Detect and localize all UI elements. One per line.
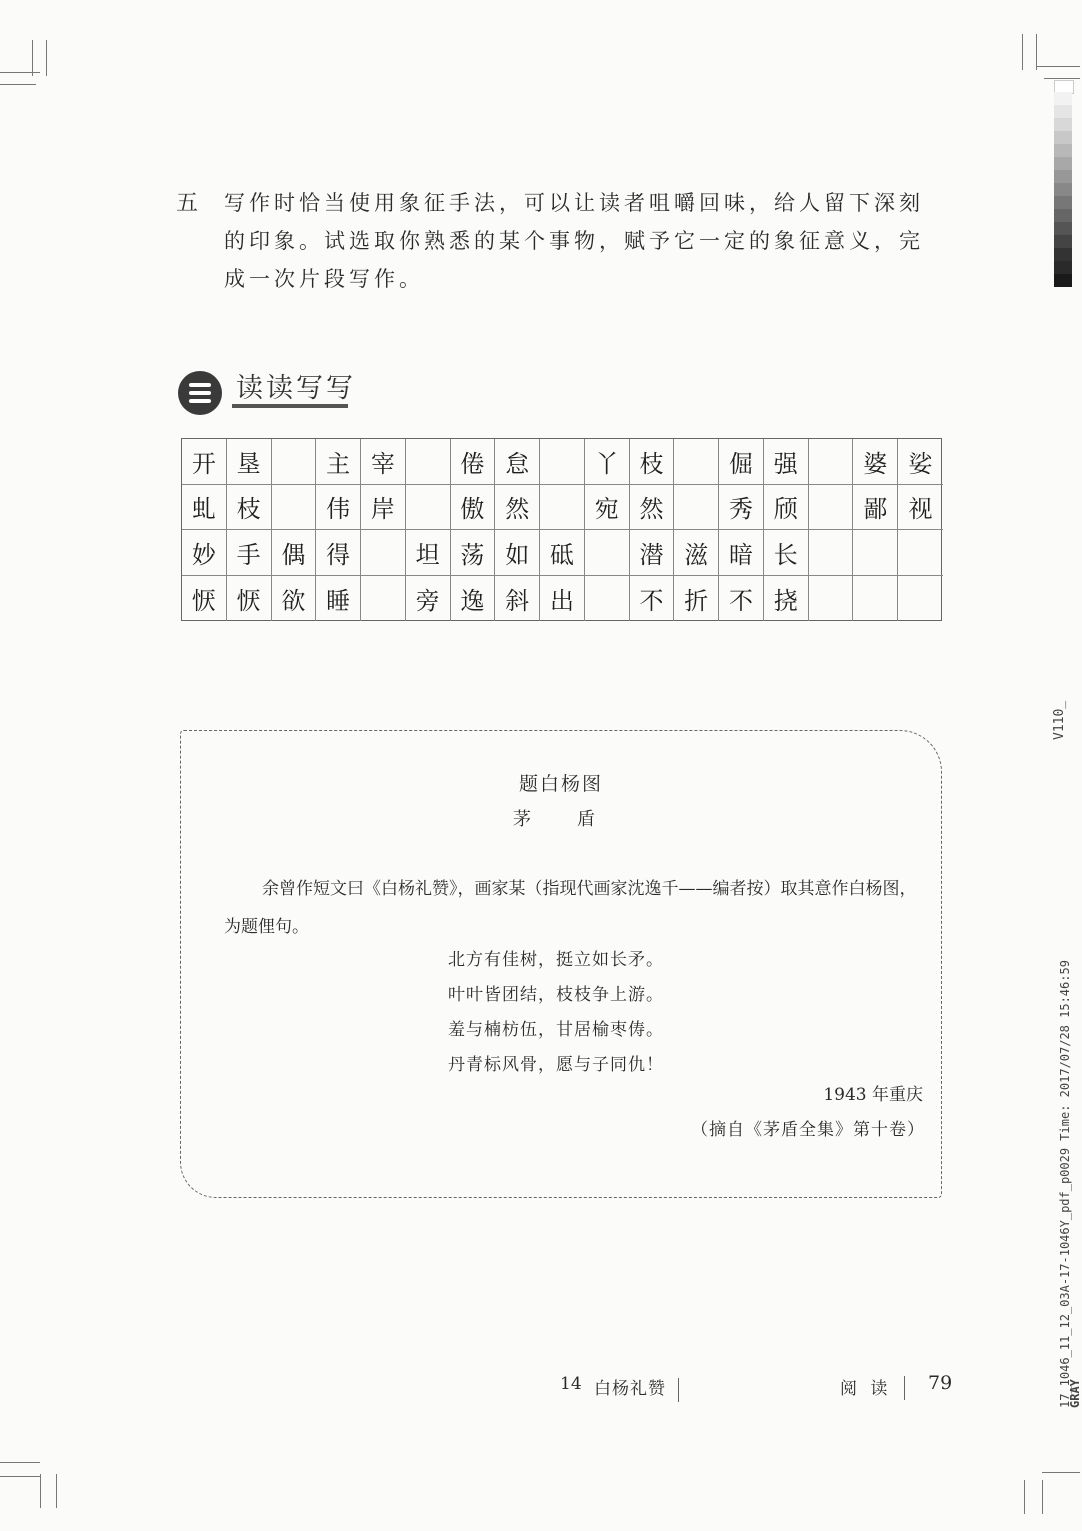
vocab-cell: 坦 <box>406 530 451 576</box>
vocab-cell: 欲 <box>272 576 317 622</box>
crop-mark <box>1036 66 1080 67</box>
vocab-cell: 不 <box>719 576 764 622</box>
footer-divider <box>678 1378 679 1402</box>
crop-mark <box>1044 78 1080 79</box>
vocab-cell <box>585 530 630 576</box>
poem-source: （摘自《茅盾全集》第十卷） <box>691 1120 925 1140</box>
crop-mark <box>1022 34 1023 70</box>
vocab-cell: 垦 <box>227 439 272 485</box>
vocab-cell: 如 <box>495 530 540 576</box>
crop-mark <box>1042 1480 1043 1514</box>
vocab-cell <box>809 530 854 576</box>
vocab-cell <box>361 576 406 622</box>
vocab-cell <box>272 485 317 531</box>
vocab-cell: 折 <box>674 576 719 622</box>
poem-line: 北方有佳树，挺立如长矛。 <box>448 950 664 970</box>
vocab-cell: 怠 <box>495 439 540 485</box>
vocab-cell: 伟 <box>316 485 361 531</box>
section-icon <box>178 371 222 415</box>
vocab-cell: 荡 <box>451 530 496 576</box>
vocab-cell: 逸 <box>451 576 496 622</box>
crop-mark <box>1042 1472 1080 1473</box>
crop-mark <box>0 1462 40 1463</box>
vocab-cell: 恹 <box>227 576 272 622</box>
vocab-cell: 睡 <box>316 576 361 622</box>
crop-mark <box>1036 34 1037 70</box>
vocab-cell: 恹 <box>182 576 227 622</box>
crop-mark <box>0 84 36 85</box>
crop-mark <box>46 40 47 76</box>
vocab-cell: 婆 <box>853 439 898 485</box>
exercise-text: 写作时恰当使用象征手法，可以让读者咀嚼回味，给人留下深刻的印象。试选取你熟悉的某个事物，赋予它一定的象征意义，完成一次片段写作。 <box>224 191 924 291</box>
vocab-cell <box>853 576 898 622</box>
vocab-cell: 倦 <box>451 439 496 485</box>
poem-author: 茅 盾 <box>513 809 609 830</box>
vocab-cell: 旁 <box>406 576 451 622</box>
vocab-cell: 倔 <box>719 439 764 485</box>
vocab-cell <box>809 576 854 622</box>
vocab-cell <box>406 485 451 531</box>
vocab-cell: 傲 <box>451 485 496 531</box>
footer-unit: 阅 读 <box>840 1379 892 1399</box>
vocab-cell: 强 <box>764 439 809 485</box>
poem-line: 羞与楠枋伍，甘居榆枣俦。 <box>448 1020 664 1040</box>
crop-mark <box>40 1474 41 1508</box>
vocab-cell: 秀 <box>719 485 764 531</box>
vocab-cell: 潜 <box>630 530 675 576</box>
footer-lesson-number: 14 <box>560 1374 582 1394</box>
vocab-cell: 出 <box>540 576 585 622</box>
vocab-cell <box>809 439 854 485</box>
vocab-cell: 斜 <box>495 576 540 622</box>
vocab-cell: 主 <box>316 439 361 485</box>
version-label: V110_ <box>1052 700 1067 740</box>
section-title: 读读写写 <box>236 373 356 404</box>
vocab-cell <box>540 485 585 531</box>
gray-label: GRAY <box>1068 1379 1082 1408</box>
vocab-cell: 暗 <box>719 530 764 576</box>
crop-mark <box>0 72 40 73</box>
vocab-cell: 宰 <box>361 439 406 485</box>
vocab-cell: 丫 <box>585 439 630 485</box>
vocab-cell: 得 <box>316 530 361 576</box>
exercise-number: 五 <box>176 191 199 216</box>
vocab-cell <box>853 530 898 576</box>
vocab-cell: 娑 <box>898 439 943 485</box>
vocab-cell <box>361 530 406 576</box>
vocab-cell: 枝 <box>630 439 675 485</box>
vocab-cell <box>674 485 719 531</box>
vocab-cell <box>585 576 630 622</box>
vocab-cell <box>898 576 943 622</box>
crop-mark <box>32 40 33 76</box>
vocab-cell: 宛 <box>585 485 630 531</box>
vocab-cell: 砥 <box>540 530 585 576</box>
vocab-cell: 长 <box>764 530 809 576</box>
vocab-cell: 视 <box>898 485 943 531</box>
vocab-cell: 开 <box>182 439 227 485</box>
vocab-cell: 枝 <box>227 485 272 531</box>
crop-mark <box>1024 1480 1025 1514</box>
section-title-underline <box>232 404 348 408</box>
page-number: 79 <box>928 1372 953 1394</box>
poem-line: 丹青标风骨，愿与子同仇！ <box>448 1055 664 1075</box>
vocab-cell: 滋 <box>674 530 719 576</box>
vocab-cell: 手 <box>227 530 272 576</box>
poem-date: 1943 年重庆 <box>823 1085 923 1105</box>
vocab-cell <box>272 439 317 485</box>
vocab-cell: 颀 <box>764 485 809 531</box>
crop-mark <box>56 1474 57 1508</box>
vocab-cell: 偶 <box>272 530 317 576</box>
vocab-cell: 妙 <box>182 530 227 576</box>
poem-preface: 余曾作短文曰《白杨礼赞》，画家某（指现代画家沈逸千——编者按）取其意作白杨图，为题俚句。 <box>224 879 917 937</box>
print-info: 17_1046_11_12_03A-17-1046Y_pdf_p0029 Time: 2017/07/28 15:46:59 <box>1058 960 1072 1408</box>
crop-mark <box>0 1476 40 1477</box>
vocab-cell <box>898 530 943 576</box>
poem-title: 题白杨图 <box>518 773 603 795</box>
vocab-cell <box>540 439 585 485</box>
footer-divider <box>904 1376 905 1400</box>
vocab-cell: 虬 <box>182 485 227 531</box>
footer-lesson-title: 白杨礼赞 <box>594 1379 666 1399</box>
vocab-cell <box>406 439 451 485</box>
poem-line: 叶叶皆团结，枝枝争上游。 <box>448 985 664 1005</box>
vocabulary-grid <box>181 438 942 621</box>
vocab-cell: 岸 <box>361 485 406 531</box>
vocab-cell: 然 <box>630 485 675 531</box>
vocab-cell <box>809 485 854 531</box>
vocab-cell: 然 <box>495 485 540 531</box>
vocab-cell <box>674 439 719 485</box>
vocab-cell: 挠 <box>764 576 809 622</box>
vocab-cell: 不 <box>630 576 675 622</box>
vocab-cell: 鄙 <box>853 485 898 531</box>
